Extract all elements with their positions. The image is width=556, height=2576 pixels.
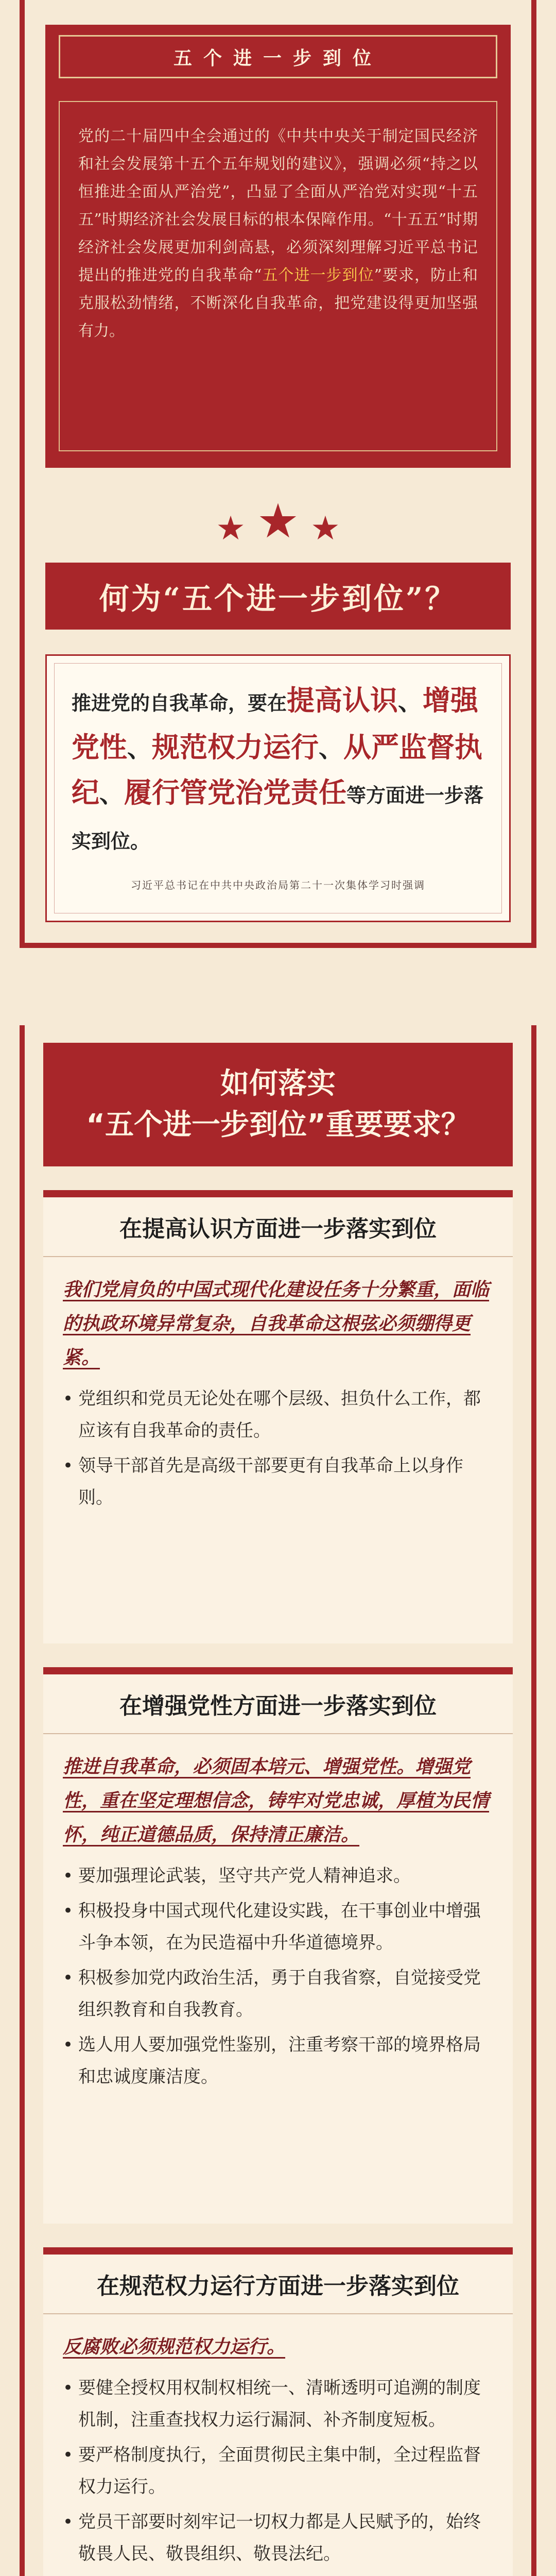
intro-body <box>59 101 497 451</box>
intro-panel <box>20 0 536 948</box>
quote-part: 、 <box>319 734 344 763</box>
quote-text <box>72 679 484 863</box>
section-awareness <box>43 1190 513 1643</box>
how-header-line1: 如何落实 <box>220 1067 336 1100</box>
bullet-list <box>63 1860 493 2093</box>
quote-keyword: 履行管党治党责任 <box>124 776 347 809</box>
quote-part: 、 <box>127 734 152 763</box>
quote-part: 、 <box>99 779 125 808</box>
section-lead: 反腐败必须规范权力运行。 <box>63 2336 286 2358</box>
list-item: • 要严格制度执行，全面贯彻民主集中制，全过程监督权力运行。 <box>63 2439 493 2503</box>
section-body <box>43 2314 513 2576</box>
intro-paragraph <box>78 123 478 345</box>
quote-part: 、 <box>398 687 423 716</box>
section-body <box>43 1257 513 1522</box>
how-header-line2: “五个进一步到位”重要要求？ <box>86 1108 470 1142</box>
bullet-list <box>63 2372 493 2570</box>
star-icon: ★ <box>310 510 340 548</box>
list-item: • 党组织和党员无论处在哪个层级、担负什么工作，都应该有自我革命的责任。 <box>63 1383 493 1447</box>
how-header <box>43 1043 513 1166</box>
section-title: 在提高认识方面进一步落实到位 <box>43 1190 513 1257</box>
intro-text-1: 党的二十届四中全会通过的《中共中央关于制定国民经济和社会发展第十五个五年规划的建议》，强调必须“持之以恒推进全面从严治党”，凸显了全面从严治党对实现“十五五”时期经济社会发展目标的根本保障作用。“十五五”时期经济社会发展更加利剑高悬，必须深刻理解习近平总书记提出的推进党的自我革命“ <box>78 127 478 284</box>
quote-keyword: 规范权力运行 <box>152 731 319 764</box>
quote-keyword: 从严监督执纪 <box>72 731 483 809</box>
section-lead: 我们党肩负的中国式现代化建设任务十分繁重，面临的执政环境异常复杂，自我革命这根弦必须绷得更紧。 <box>63 1279 490 1368</box>
stars-decoration <box>45 494 511 549</box>
list-item: • 积极投身中国式现代化建设实践，在干事创业中增强斗争本领，在为民造福中升华道德境界。 <box>63 1895 493 1959</box>
quote-keyword: 提高认识 <box>287 684 398 717</box>
list-item: • 领导干部首先是高级干部要更有自我革命上以身作则。 <box>63 1450 493 1514</box>
list-item: • 选人用人要加强党性鉴别，注重考察干部的境界格局和忠诚度廉洁度。 <box>63 2029 493 2093</box>
section-body <box>43 1734 513 2101</box>
bullet-list <box>63 1383 493 1514</box>
section-power-regulation <box>43 2247 513 2576</box>
intro-title: 五个进一步到位 <box>173 47 383 69</box>
intro-highlight: 五个进一步到位 <box>262 266 374 284</box>
quote-part: 等方面进一步落实到位。 <box>72 784 484 853</box>
section-title: 在规范权力运行方面进一步落实到位 <box>43 2247 513 2314</box>
star-icon: ★ <box>216 510 246 548</box>
list-item: • 要健全授权用权制权相统一、清晰透明可追溯的制度机制，注重查找权力运行漏洞、补齐制度短板。 <box>63 2372 493 2436</box>
question-banner: 何为“五个进一步到位”？ <box>45 563 511 630</box>
star-icon: ★ <box>256 494 300 549</box>
list-item: • 要加强理论武装，坚守共产党人精神追求。 <box>63 1860 493 1892</box>
quote-source: 习近平总书记在中共中央政治局第二十一次集体学习时强调 <box>131 879 425 891</box>
list-item: • 党员干部要时刻牢记一切权力都是人民赋予的，始终敬畏人民、敬畏组织、敬畏法纪。 <box>63 2506 493 2570</box>
intro-title-bar <box>59 35 497 78</box>
intro-box <box>45 25 511 468</box>
section-title: 在增强党性方面进一步落实到位 <box>43 1667 513 1734</box>
section-lead: 推进自我革命，必须固本培元、增强党性。增强党性，重在坚定理想信念，铸牢对党忠诚，厚植为民情怀，纯正道德品质，保持清正廉洁。 <box>63 1756 490 1845</box>
how-panel <box>20 1025 536 2576</box>
list-item: • 积极参加党内政治生活，勇于自我省察，自觉接受党组织教育和自我教育。 <box>63 1962 493 2026</box>
quote-keyword: 增强党性 <box>72 684 479 764</box>
quote-part: 推进党的自我革命，要在 <box>72 692 287 715</box>
section-party-spirit <box>43 1667 513 2224</box>
quote-box <box>45 654 511 922</box>
intro-text-2: ”要求，防止和克服松劲情绪，不断深化自我革命，把党建设得更加坚强有力。 <box>78 266 478 340</box>
